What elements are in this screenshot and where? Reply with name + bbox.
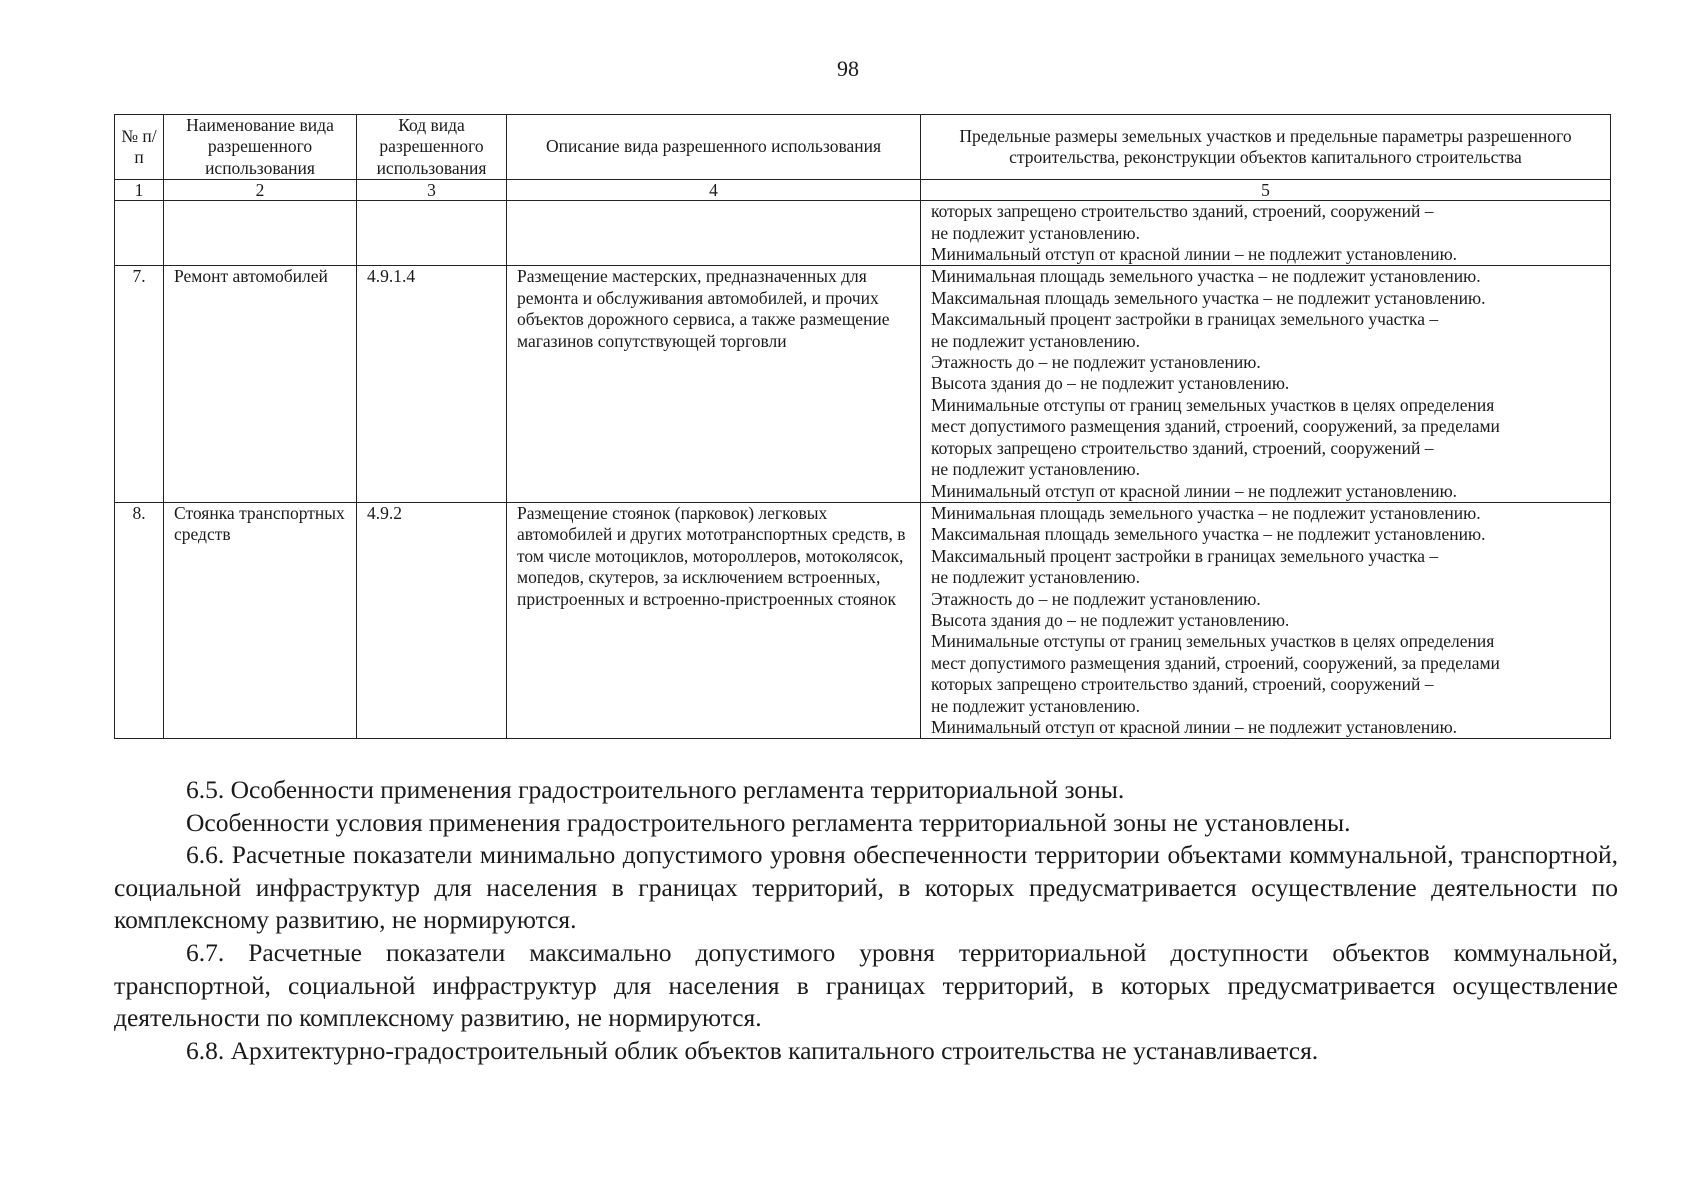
paragraph-6-6: 6.6. Расчетные показатели минимально допустимого уровня обеспеченности территории объектами коммунальной, транспортной, социальной инфраструктур для населения в границах территорий, в которых предусматривается осуществление деятельности по комплексному развитию, не нормируются. [114,840,1618,935]
param-line: Максимальный процент застройки в границах земельного участка – [931,309,1439,330]
paragraph-6-5: 6.5. Особенности применения градостроительного регламента территориальной зоны. [186,775,1125,804]
cell-use-code: 4.9.2 [357,502,507,738]
param-line: Минимальный отступ от красной линии – не подлежит установлению. [931,244,1458,265]
page-number: 98 [837,56,859,81]
param-line: Высота здания до – не подлежит установлению. [931,609,1290,630]
param-line: мест допустимого размещения зданий, строений, сооружений, за пределами [931,416,1500,437]
param-line: Минимальные отступы от границ земельных участков в целях определения [931,631,1495,652]
param-line: Максимальная площадь земельного участка – не подлежит установлению. [931,287,1486,308]
column-number: 2 [164,180,357,201]
cell-empty [507,201,921,266]
param-line: Минимальный отступ от красной линии – не подлежит установлению. [931,480,1458,501]
header-number: № п/п [115,115,164,180]
paragraph-6-8: 6.8. Архитектурно-градостроительный облик объектов капитального строительства не устанавливается. [186,1035,1319,1065]
param-line: Максимальная площадь земельного участка – не подлежит установлению. [931,524,1486,545]
header-use-name: Наименование вида разрешенного использования [164,115,357,180]
column-number: 4 [507,180,921,201]
param-line: Этажность до – не подлежит установлению. [931,352,1261,373]
column-number: 1 [115,180,164,201]
cell-empty [164,201,357,266]
column-number-row [115,180,1611,201]
cell-number: 7. [115,266,164,502]
param-line: которых запрещено строительство зданий, строений, сооружений – [931,674,1434,695]
param-line: Минимальная площадь земельного участка – не подлежит установлению. [931,266,1481,287]
param-line: не подлежит установлению. [931,459,1140,480]
table-row [115,502,1611,738]
param-line: не подлежит установлению. [931,222,1140,243]
cell-use-description: Размещение мастерских, предназначенных для ремонта и обслуживания автомобилей, и прочих объектов дорожного сервиса, а также размещение магазинов сопутствующей торговли [507,266,921,502]
header-limit-params: Предельные размеры земельных участков и предельные параметры разрешенного строительства, реконструкции объектов капитального строительства [921,115,1611,180]
table-row-continuation [115,201,1611,266]
paragraph-6-7: 6.7. Расчетные показатели максимально допустимого уровня территориальной доступности объектов коммунальной, транспортной, социальной инфраструктур для населения в границах территорий, в которых предусматривается осуществление деятельности по комплексному развитию, не нормируются. [114,937,1618,1033]
cell-empty [115,201,164,266]
table-header-row [115,115,1611,180]
cell-number: 8. [115,502,164,738]
cell-use-name: Стоянка транспортных средств [164,502,357,738]
param-line: Минимальный отступ от красной линии – не подлежит установлению. [931,716,1458,737]
param-line: которых запрещено строительство зданий, строений, сооружений – [931,437,1434,458]
cell-use-description: Размещение стоянок (парковок) легковых автомобилей и других мототранспортных средств, в том числе мотоциклов, мотороллеров, мотоколясок, мопедов, скутеров, за исключением встроенных, пристроенных и встроенно-пристроенных стоянок [507,502,921,738]
body-text [114,774,1618,1067]
param-line: которых запрещено строительство зданий, строений, сооружений – [931,201,1434,222]
param-line: не подлежит установлению. [931,330,1140,351]
param-line: Этажность до – не подлежит установлению. [931,588,1261,609]
table-row [115,266,1611,502]
param-line: Минимальная площадь земельного участка – не подлежит установлению. [931,502,1481,523]
regulation-table [114,114,1611,739]
cell-empty [357,201,507,266]
cell-params [921,201,1611,266]
param-line: не подлежит установлению. [931,567,1140,588]
header-use-code: Код вида разрешенного использования [357,115,507,180]
param-line: не подлежит установлению. [931,695,1140,716]
param-line: Высота здания до – не подлежит установлению. [931,373,1290,394]
header-use-description: Описание вида разрешенного использования [507,115,921,180]
param-line: Минимальные отступы от границ земельных участков в целях определения [931,394,1495,415]
column-number: 3 [357,180,507,201]
cell-use-code: 4.9.1.4 [357,266,507,502]
cell-use-name: Ремонт автомобилей [164,266,357,502]
cell-params [921,502,1611,738]
paragraph-6-5-note: Особенности условия применения градостроительного регламента территориальной зоны не установлены. [186,807,1351,837]
cell-params [921,266,1611,502]
column-number: 5 [921,180,1611,201]
param-line: Максимальный процент застройки в границах земельного участка – [931,545,1439,566]
param-line: мест допустимого размещения зданий, строений, сооружений, за пределами [931,652,1500,673]
